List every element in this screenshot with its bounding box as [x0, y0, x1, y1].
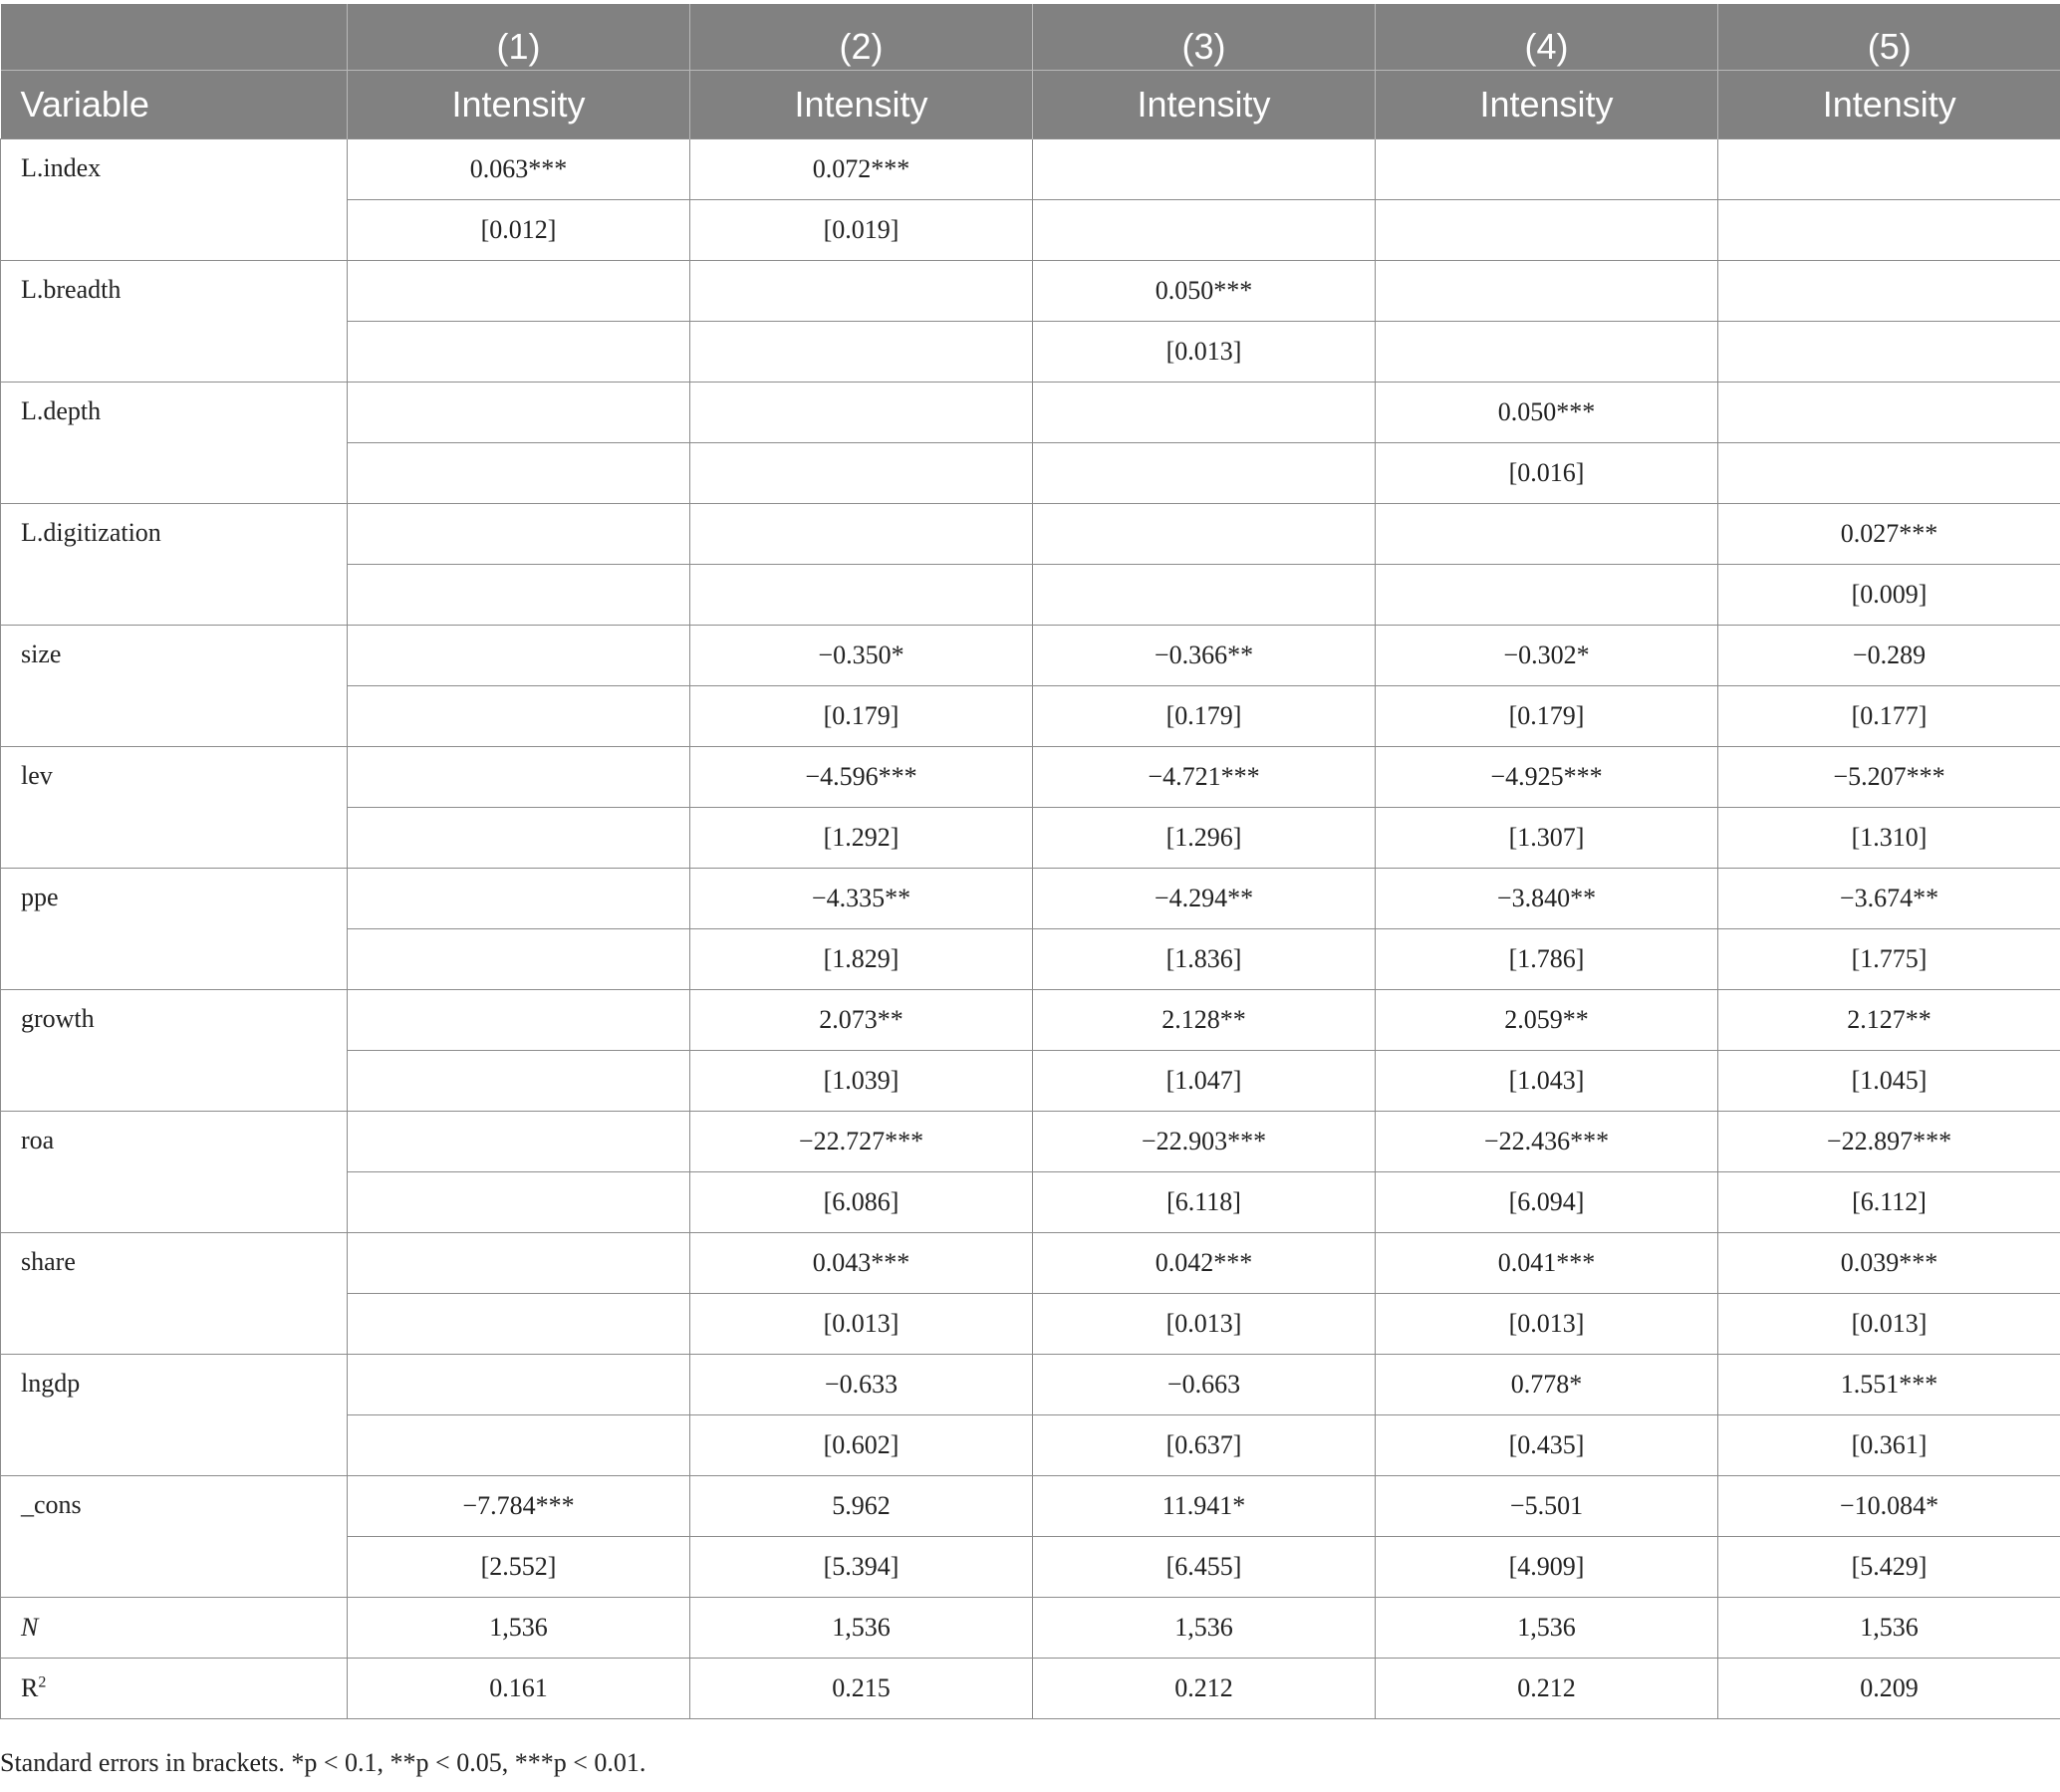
- variable-name: L.digitization: [1, 504, 348, 626]
- se-cell: [348, 443, 690, 504]
- variable-name: L.depth: [1, 383, 348, 504]
- se-cell: [1.045]: [1718, 1051, 2060, 1112]
- se-cell: [1.039]: [690, 1051, 1033, 1112]
- coef-cell: 0.027***: [1718, 504, 2060, 565]
- coef-cell: [1376, 504, 1718, 565]
- header-model-3: (3): [1033, 4, 1376, 71]
- stat-cell: 1,536: [1376, 1598, 1718, 1659]
- coef-cell: [1033, 383, 1376, 443]
- se-cell: [690, 443, 1033, 504]
- table-row-stat: [1, 1659, 2060, 1719]
- se-cell: [1033, 200, 1376, 261]
- header-model-4: (4): [1376, 4, 1718, 71]
- header-model-2: (2): [690, 4, 1033, 71]
- coef-cell: [1033, 504, 1376, 565]
- coef-cell: 0.042***: [1033, 1233, 1376, 1294]
- coef-cell: 2.073**: [690, 990, 1033, 1051]
- coef-cell: 0.063***: [348, 139, 690, 200]
- se-cell: [348, 929, 690, 990]
- stat-cell: 1,536: [1718, 1598, 2060, 1659]
- header-row-model-numbers: [1, 4, 2060, 71]
- table-row-coef: [1, 1233, 2060, 1294]
- header-depvar-4: Intensity: [1376, 71, 1718, 139]
- header-depvar-3: Intensity: [1033, 71, 1376, 139]
- variable-name: lev: [1, 747, 348, 869]
- coef-cell: −4.596***: [690, 747, 1033, 808]
- se-cell: [1718, 443, 2060, 504]
- stat-cell: 0.215: [690, 1659, 1033, 1719]
- se-cell: [1.307]: [1376, 808, 1718, 869]
- coef-cell: −0.663: [1033, 1355, 1376, 1415]
- coef-cell: −3.840**: [1376, 869, 1718, 929]
- table-row-coef: [1, 626, 2060, 686]
- se-cell: [0.013]: [1033, 322, 1376, 383]
- variable-name: size: [1, 626, 348, 747]
- note-text: Standard errors in brackets. *p < 0.1, **p < 0.05, ***p < 0.01.: [0, 1748, 646, 1777]
- table-row-coef: [1, 1476, 2060, 1537]
- se-cell: [348, 686, 690, 747]
- se-cell: [0.013]: [1718, 1294, 2060, 1355]
- coef-cell: [1376, 139, 1718, 200]
- coef-cell: [348, 261, 690, 322]
- se-cell: [1376, 565, 1718, 626]
- stat-cell: 1,536: [1033, 1598, 1376, 1659]
- table-row-coef: [1, 139, 2060, 200]
- se-cell: [348, 565, 690, 626]
- coef-cell: 2.059**: [1376, 990, 1718, 1051]
- se-cell: [1.043]: [1376, 1051, 1718, 1112]
- coef-cell: [1718, 139, 2060, 200]
- stat-cell: 0.212: [1376, 1659, 1718, 1719]
- coef-cell: 2.128**: [1033, 990, 1376, 1051]
- se-cell: [0.179]: [1376, 686, 1718, 747]
- coef-cell: 0.050***: [1376, 383, 1718, 443]
- se-cell: [1718, 322, 2060, 383]
- coef-cell: 0.041***: [1376, 1233, 1718, 1294]
- se-cell: [5.394]: [690, 1537, 1033, 1598]
- se-cell: [6.094]: [1376, 1172, 1718, 1233]
- coef-cell: −22.727***: [690, 1112, 1033, 1172]
- table-row-coef: [1, 869, 2060, 929]
- coef-cell: 0.050***: [1033, 261, 1376, 322]
- coef-cell: −3.674**: [1718, 869, 2060, 929]
- se-cell: [0.179]: [690, 686, 1033, 747]
- table-note: [0, 1748, 645, 1778]
- se-cell: [0.016]: [1376, 443, 1718, 504]
- se-cell: [690, 565, 1033, 626]
- header-model-5: (5): [1718, 4, 2060, 71]
- se-cell: [4.909]: [1376, 1537, 1718, 1598]
- coef-cell: 0.072***: [690, 139, 1033, 200]
- se-cell: [348, 1172, 690, 1233]
- coef-cell: −4.294**: [1033, 869, 1376, 929]
- variable-name: L.index: [1, 139, 348, 261]
- coef-cell: 0.039***: [1718, 1233, 2060, 1294]
- se-cell: [348, 322, 690, 383]
- table-row-coef: [1, 990, 2060, 1051]
- se-cell: [1.829]: [690, 929, 1033, 990]
- coef-cell: [690, 383, 1033, 443]
- coef-cell: [348, 747, 690, 808]
- se-cell: [2.552]: [348, 1537, 690, 1598]
- se-cell: [0.435]: [1376, 1415, 1718, 1476]
- variable-name: _cons: [1, 1476, 348, 1598]
- se-cell: [0.019]: [690, 200, 1033, 261]
- coef-cell: −22.897***: [1718, 1112, 2060, 1172]
- se-cell: [348, 1294, 690, 1355]
- variable-name: growth: [1, 990, 348, 1112]
- se-cell: [6.112]: [1718, 1172, 2060, 1233]
- se-cell: [0.009]: [1718, 565, 2060, 626]
- coef-cell: −5.501: [1376, 1476, 1718, 1537]
- variable-name: lngdp: [1, 1355, 348, 1476]
- coef-cell: −22.903***: [1033, 1112, 1376, 1172]
- table-row-stat: [1, 1598, 2060, 1659]
- se-cell: [0.179]: [1033, 686, 1376, 747]
- coef-cell: 0.778*: [1376, 1355, 1718, 1415]
- coef-cell: −4.335**: [690, 869, 1033, 929]
- se-cell: [0.177]: [1718, 686, 2060, 747]
- header-depvar-5: Intensity: [1718, 71, 2060, 139]
- se-cell: [1.047]: [1033, 1051, 1376, 1112]
- se-cell: [0.637]: [1033, 1415, 1376, 1476]
- coef-cell: −4.925***: [1376, 747, 1718, 808]
- table-row-coef: [1, 1355, 2060, 1415]
- stat-cell: 0.161: [348, 1659, 690, 1719]
- coef-cell: [348, 504, 690, 565]
- se-cell: [1.292]: [690, 808, 1033, 869]
- table-body: [1, 139, 2060, 1719]
- coef-cell: [1718, 261, 2060, 322]
- se-cell: [6.455]: [1033, 1537, 1376, 1598]
- se-cell: [0.012]: [348, 200, 690, 261]
- se-cell: [1718, 200, 2060, 261]
- table-row-coef: [1, 1112, 2060, 1172]
- coef-cell: [690, 504, 1033, 565]
- stat-name: N: [1, 1598, 348, 1659]
- table-row-coef: [1, 383, 2060, 443]
- header-depvar-1: Intensity: [348, 71, 690, 139]
- coef-cell: 5.962: [690, 1476, 1033, 1537]
- coef-cell: [1033, 139, 1376, 200]
- coef-cell: 11.941*: [1033, 1476, 1376, 1537]
- coef-cell: 2.127**: [1718, 990, 2060, 1051]
- coef-cell: [690, 261, 1033, 322]
- se-cell: [6.118]: [1033, 1172, 1376, 1233]
- table-row-coef: [1, 261, 2060, 322]
- table-row-coef: [1, 504, 2060, 565]
- stat-cell: 1,536: [348, 1598, 690, 1659]
- header-depvar-2: Intensity: [690, 71, 1033, 139]
- se-cell: [1.310]: [1718, 808, 2060, 869]
- variable-name: ppe: [1, 869, 348, 990]
- coef-cell: 1.551***: [1718, 1355, 2060, 1415]
- se-cell: [6.086]: [690, 1172, 1033, 1233]
- se-cell: [690, 322, 1033, 383]
- coef-cell: [348, 869, 690, 929]
- variable-name: roa: [1, 1112, 348, 1233]
- coef-cell: −10.084*: [1718, 1476, 2060, 1537]
- coef-cell: −0.350*: [690, 626, 1033, 686]
- coef-cell: −0.289: [1718, 626, 2060, 686]
- header-model-1: (1): [348, 4, 690, 71]
- se-cell: [1.775]: [1718, 929, 2060, 990]
- coef-cell: [1718, 383, 2060, 443]
- se-cell: [0.013]: [690, 1294, 1033, 1355]
- coef-cell: −0.366**: [1033, 626, 1376, 686]
- se-cell: [0.013]: [1033, 1294, 1376, 1355]
- se-cell: [1033, 565, 1376, 626]
- coef-cell: [348, 1112, 690, 1172]
- coef-cell: 0.043***: [690, 1233, 1033, 1294]
- coef-cell: −22.436***: [1376, 1112, 1718, 1172]
- coef-cell: −4.721***: [1033, 747, 1376, 808]
- stat-cell: 1,536: [690, 1598, 1033, 1659]
- se-cell: [1033, 443, 1376, 504]
- se-cell: [348, 808, 690, 869]
- header-variable: Variable: [1, 71, 348, 139]
- stat-cell: 0.212: [1033, 1659, 1376, 1719]
- se-cell: [348, 1051, 690, 1112]
- se-cell: [1.786]: [1376, 929, 1718, 990]
- coef-cell: −0.633: [690, 1355, 1033, 1415]
- coef-cell: −0.302*: [1376, 626, 1718, 686]
- coef-cell: [1376, 261, 1718, 322]
- header-blank-cell: [1, 4, 348, 71]
- coef-cell: −5.207***: [1718, 747, 2060, 808]
- se-cell: [0.013]: [1376, 1294, 1718, 1355]
- se-cell: [5.429]: [1718, 1537, 2060, 1598]
- header-row-dependent-variable: [1, 71, 2060, 139]
- coef-cell: [348, 626, 690, 686]
- se-cell: [348, 1415, 690, 1476]
- se-cell: [0.602]: [690, 1415, 1033, 1476]
- se-cell: [1376, 322, 1718, 383]
- coef-cell: [348, 990, 690, 1051]
- stat-label: R: [21, 1673, 39, 1702]
- coef-cell: −7.784***: [348, 1476, 690, 1537]
- se-cell: [1.836]: [1033, 929, 1376, 990]
- se-cell: [1.296]: [1033, 808, 1376, 869]
- table-row-coef: [1, 747, 2060, 808]
- variable-name: share: [1, 1233, 348, 1355]
- coef-cell: [348, 1355, 690, 1415]
- variable-name: L.breadth: [1, 261, 348, 383]
- stat-name: [1, 1659, 348, 1719]
- se-cell: [0.361]: [1718, 1415, 2060, 1476]
- coef-cell: [348, 1233, 690, 1294]
- regression-table: [0, 4, 2060, 1719]
- table-header: [1, 4, 2060, 139]
- stat-superscript: 2: [38, 1673, 47, 1691]
- se-cell: [1376, 200, 1718, 261]
- stat-cell: 0.209: [1718, 1659, 2060, 1719]
- coef-cell: [348, 383, 690, 443]
